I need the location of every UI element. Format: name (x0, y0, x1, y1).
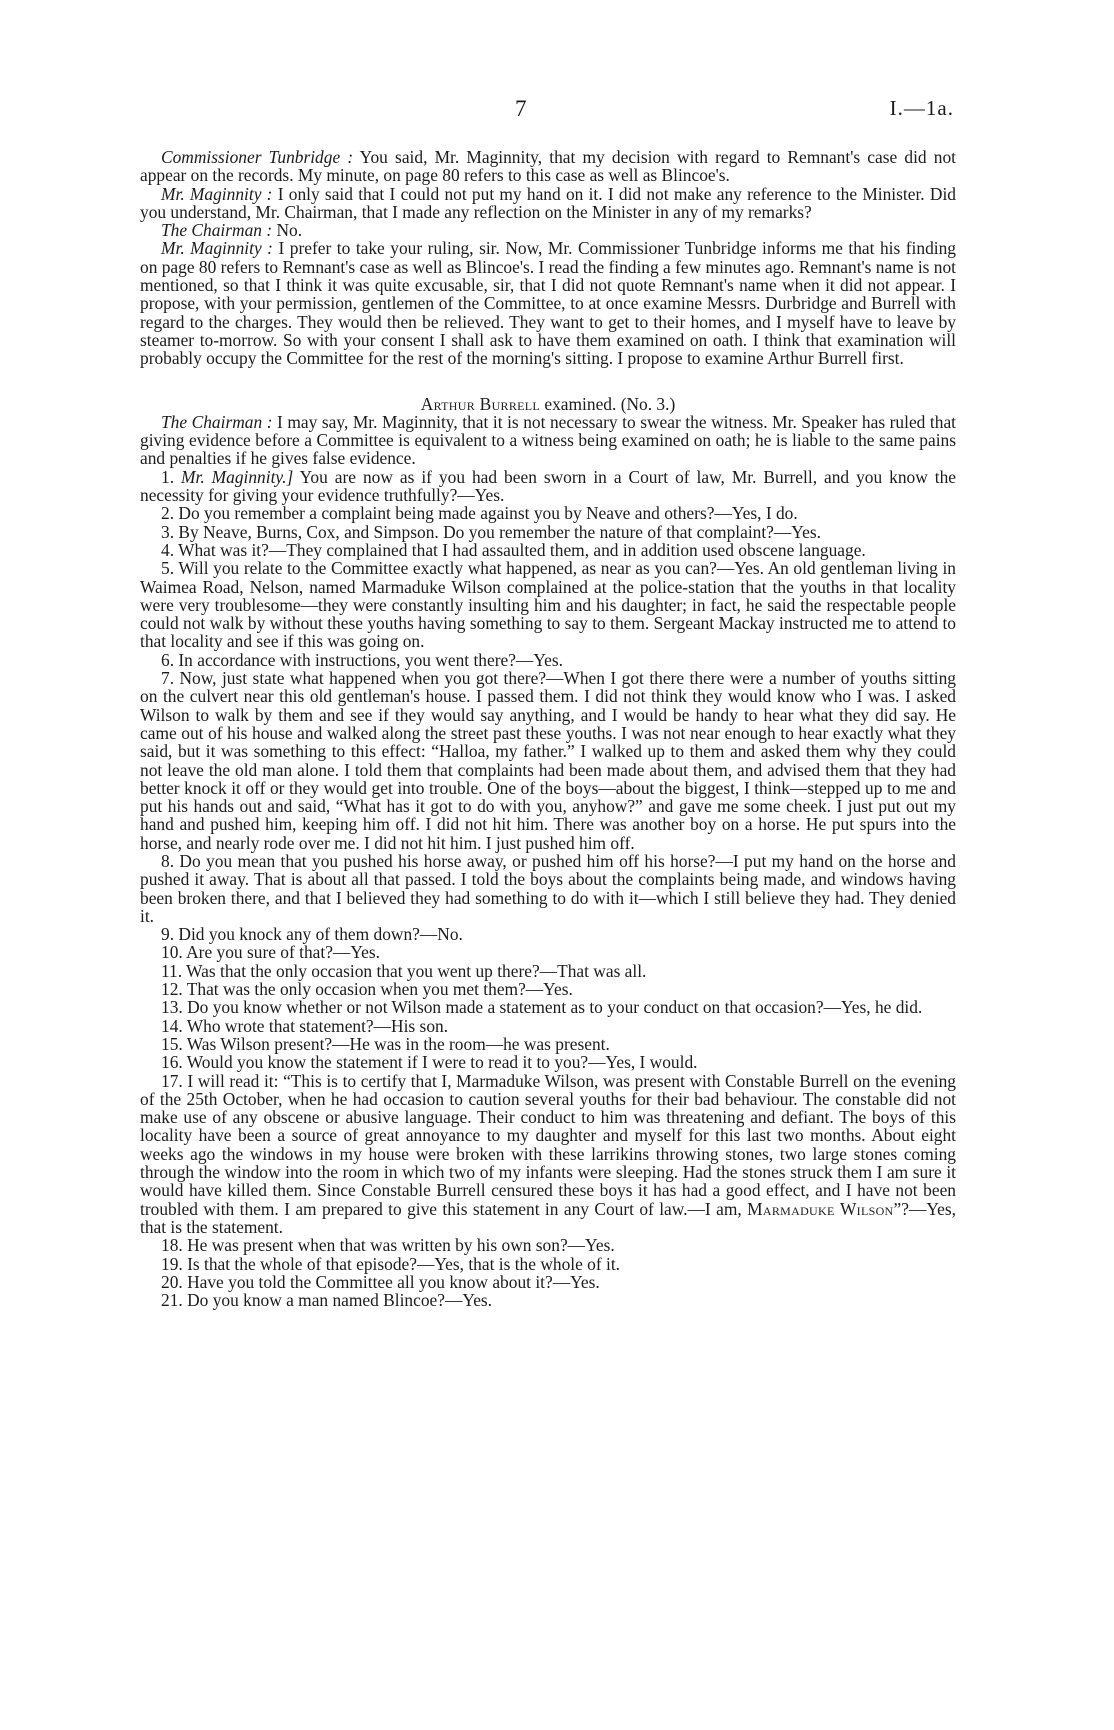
paragraph-text: I only said that I could not put my hand on it. I did not make any reference to the Minister. Did you understand, Mr. Chairman, that I made any reflection on the Minister in any of my remarks? (140, 183, 956, 222)
signature-name: Marmaduke Wilson (747, 1198, 894, 1219)
paragraph (140, 185, 956, 222)
question-text-ending: ”?—Yes, that is the statement. (140, 1198, 956, 1237)
question-answer: 3. By Neave, Burns, Cox, and Simpson. Do you remember the nature of that complaint?—Yes. (161, 521, 821, 542)
question-answer: 7. Now, just state what happened when you got there?—When I got there there were a number of youths sitting on the culvert near this old gentleman's house. I passed them. I did not think they would know who I was. I asked Wilson to walk by them and see if they would say anything, and I would be handy to hear what they did say. He came out of his house and walked along the street past these youths. I was not near enough to hear exactly what they said, but it was something to this effect: “Halloa, my father.” I walked up to them and asked them why they could not leave the old man alone. I told them that complaints had been made about them, and advised them that they had better knock it off or they would get into trouble. One of the boys—about the biggest, I think—stepped up to me and put his hands out and said, “What has it got to do with you, anyhow?” and gave me some cheek. I just put out my hand and pushed him, keeping him off. I did not hit him. There was another boy on a horse. He put spurs into the horse, and nearly rode over me. I did not hit him. I just pushed him off. (140, 668, 956, 853)
speaker-label: Mr. Maginnity.] (181, 466, 294, 487)
question-answer: 13. Do you know whether or not Wilson made a statement as to your conduct on that occasion?—Yes, he did. (161, 997, 923, 1018)
paragraph-text: I may say, Mr. Maginnity, that it is not necessary to swear the witness. Mr. Speaker has ruled that giving evidence before a Committee is equivalent to a witness being examined on oath; he is liable to the same pains and penalties if he gives false evidence. (140, 411, 956, 469)
question-answer (140, 1072, 956, 1237)
section-heading (140, 395, 956, 413)
question-answer: 5. Will you relate to the Committee exactly what happened, as near as you can?—Yes. An old gentleman living in Waimea Road, Nelson, named Marmaduke Wilson complained at the police-station that the youths in that locality were very troublesome—they were constantly insulting him and his daughter; in fact, he said the respectable people could not walk by without these youths having something to say to them. Sergeant Mackay instructed me to attend to that locality and see if this was going on. (140, 558, 956, 652)
paragraph-text: I prefer to take your ruling, sir. Now, Mr. Commissioner Tunbridge informs me that his finding on page 80 refers to Remnant's case as well as Blincoe's. I read the finding a few minutes ago. Remnant's name is not mentioned, so that I think it was quite excusable, sir, that I did not quote Remnant's name when it did not appear. I propose, with your permission, gentlemen of the Committee, to at once examine Messrs. Durbridge and Burrell with regard to the charges. They would then be relieved. They want to get to their homes, and I myself have to leave by steamer to-morrow. So with your consent I shall ask to have them examined on oath. I think that examination will probably occupy the Committee for the rest of the morning's sitting. I propose to examine Arthur Burrell first. (140, 238, 956, 369)
paragraph (140, 221, 956, 239)
section-gap (140, 368, 956, 395)
question-text: 17. I will read it: “This is to certify that I, Marmaduke Wilson, was present with Constable Burrell on the evening of the 25th October, when he had occasion to caution several youths for their bad behaviour. The constable did not make use of any obscene or abusive language. Their conduct to him was threatening and defiant. The boys of this locality have been a source of great annoyance to my daughter and myself for this last two months. About eight weeks ago the windows in my house were broken with these larrikins throwing stones, two large stones coming through the window into the room in which two of my infants were sleeping. Had the stones struck them I am sure it would have killed them. Since Constable Burrell censured these boys it has had a good effect, and I have not been troubled with them. I am prepared to give this statement in any Court of law.—I am, (140, 1070, 956, 1219)
document-body (140, 148, 956, 1309)
question-answer: 11. Was that the only occasion that you went up there?—That was all. (161, 960, 647, 981)
question-answer: 15. Was Wilson present?—He was in the room—he was present. (161, 1033, 610, 1054)
question-answer: 18. He was present when that was written by his own son?—Yes. (161, 1235, 615, 1256)
paragraph (140, 239, 956, 367)
speaker-label: Mr. Maginnity : (161, 183, 273, 204)
question-answer: 16. Would you know the statement if I were to read it to you?—Yes, I would. (161, 1052, 698, 1073)
paragraph-text: You said, Mr. Maginnity, that my decision with regard to Remnant's case did not appear on the records. My minute, on page 80 refers to this case as well as Blincoe's. (140, 147, 956, 186)
question-answer: 6. In accordance with instructions, you went there?—Yes. (161, 649, 563, 670)
speaker-label: The Chairman : (161, 411, 273, 432)
speaker-label: Mr. Maginnity : (161, 238, 273, 259)
page-number: 7 (515, 96, 527, 121)
question-answer: 4. What was it?—They complained that I had assaulted them, and in addition used obscene language. (161, 539, 866, 560)
question-answer: 21. Do you know a man named Blincoe?—Yes. (161, 1290, 493, 1311)
question-answer: 9. Did you knock any of them down?—No. (161, 924, 463, 945)
question-answer: 10. Are you sure of that?—Yes. (161, 942, 380, 963)
speaker-label: The Chairman : (161, 220, 273, 241)
question-answer: 2. Do you remember a complaint being made against you by Neave and others?—Yes, I do. (161, 503, 798, 524)
question-answer: 14. Who wrote that statement?—His son. (161, 1015, 449, 1036)
witness-name: Arthur Burrell (420, 393, 541, 414)
question-answer: 19. Is that the whole of that episode?—Yes, that is the whole of it. (161, 1253, 621, 1274)
question-answer (140, 468, 956, 505)
paragraph-text: No. (272, 220, 303, 241)
question-text: You are now as if you had been sworn in a Court of law, Mr. Burrell, and you know the necessity for giving your evidence truthfully?—Yes. (140, 466, 956, 506)
paragraph (140, 413, 956, 468)
page-header (0, 96, 1114, 126)
document-reference: I.—1a. (889, 96, 954, 120)
question-answer: 12. That was the only occasion when you met them?—Yes. (161, 979, 573, 1000)
section-heading-suffix: examined. (No. 3.) (540, 393, 676, 414)
question-number: 1. (161, 466, 175, 487)
question-answer: 8. Do you mean that you pushed his horse away, or pushed him off his horse?—I put my hand on the horse and pushed it away. That is about all that passed. I told the boys about the complaints being made, and windows having been broken there, and that I believed they had something to do with it—which I still believe they had. They denied it. (140, 850, 956, 926)
paragraph (140, 148, 956, 185)
question-answer: 20. Have you told the Committee all you know about it?—Yes. (161, 1271, 600, 1292)
speaker-label: Commissioner Tunbridge : (161, 147, 354, 167)
